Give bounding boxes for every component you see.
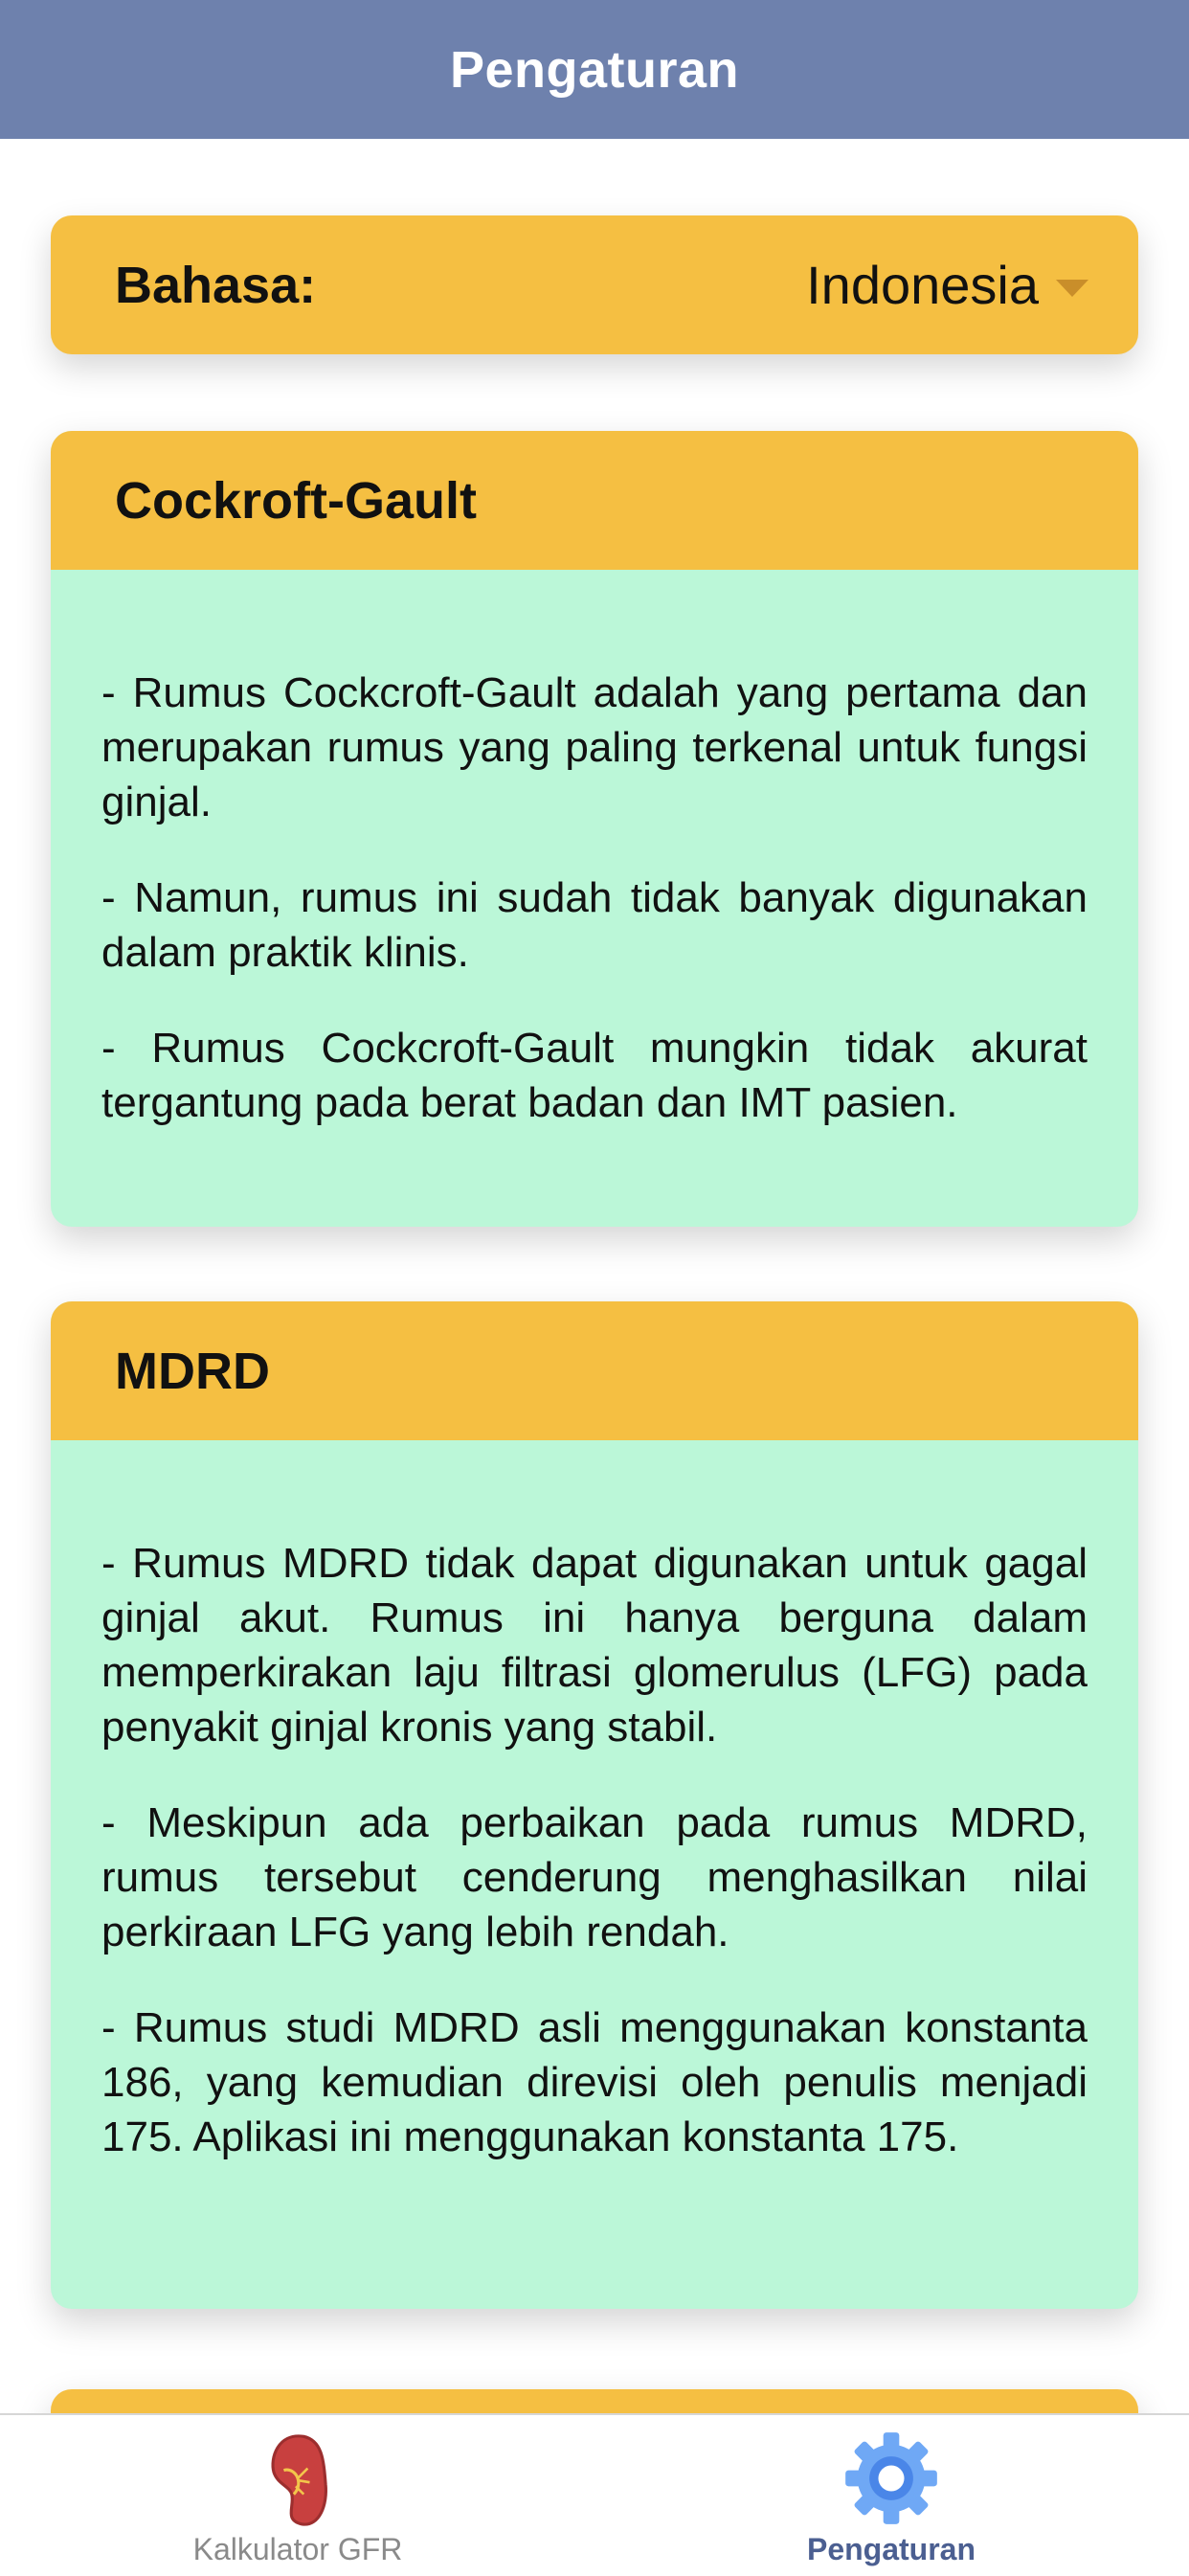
card-paragraph: - Namun, rumus ini sudah tidak banyak digunakan dalam praktik klinis. — [101, 874, 1088, 976]
settings-scroll-view[interactable] — [0, 139, 1189, 2413]
kidney-icon[interactable] — [248, 2429, 348, 2528]
card-header — [51, 1301, 1138, 1440]
gear-icon[interactable] — [841, 2429, 941, 2528]
mdrd-card — [51, 1301, 1138, 2309]
language-select[interactable] — [806, 254, 1088, 316]
tab-label: Kalkulator GFR — [192, 2532, 403, 2566]
card-paragraph: - Rumus studi MDRD asli menggunakan konstanta 186, yang kemudian direvisi oleh penulis menjadi 175. Aplikasi ini menggunakan konstanta 175. — [101, 2004, 1088, 2160]
nav-header — [0, 0, 1189, 139]
tab-label: Pengaturan — [806, 2532, 976, 2566]
card-paragraph: - Rumus MDRD tidak dapat digunakan untuk gagal ginjal akut. Rumus ini hanya berguna dalam memperkirakan laju filtrasi glomerulus (LFG) pada penyakit ginjal kronis yang stabil. — [101, 1540, 1088, 1751]
card-paragraph: - Rumus Cockcroft-Gault mungkin tidak akurat tergantung pada berat badan dan IMT pasien. — [101, 1025, 1088, 1126]
card-title: MDRD — [115, 1342, 270, 1400]
card-body — [51, 1440, 1138, 2164]
page-title: Pengaturan — [449, 40, 740, 99]
tab-kalkulator-gfr[interactable] — [106, 2415, 489, 2576]
language-label: Bahasa: — [115, 256, 317, 314]
next-card-partial — [51, 2389, 1138, 2413]
card-paragraph: - Rumus Cockcroft-Gault adalah yang pertama dan merupakan rumus yang paling terkenal untuk fungsi ginjal. — [101, 669, 1088, 825]
card-body — [51, 570, 1138, 1130]
language-value[interactable]: Indonesia — [806, 255, 1039, 315]
card-paragraph: - Meskipun ada perbaikan pada rumus MDRD, rumus tersebut cenderung menghasilkan nilai perkiraan LFG yang lebih rendah. — [101, 1799, 1088, 1955]
caret-down-icon[interactable] — [1056, 280, 1088, 297]
card-header — [51, 431, 1138, 570]
tab-pengaturan[interactable] — [700, 2415, 1083, 2576]
language-row[interactable] — [51, 215, 1138, 354]
card-title: Cockroft-Gault — [115, 471, 477, 530]
cockroft-gault-card — [51, 431, 1138, 1227]
tab-bar — [0, 2413, 1189, 2574]
